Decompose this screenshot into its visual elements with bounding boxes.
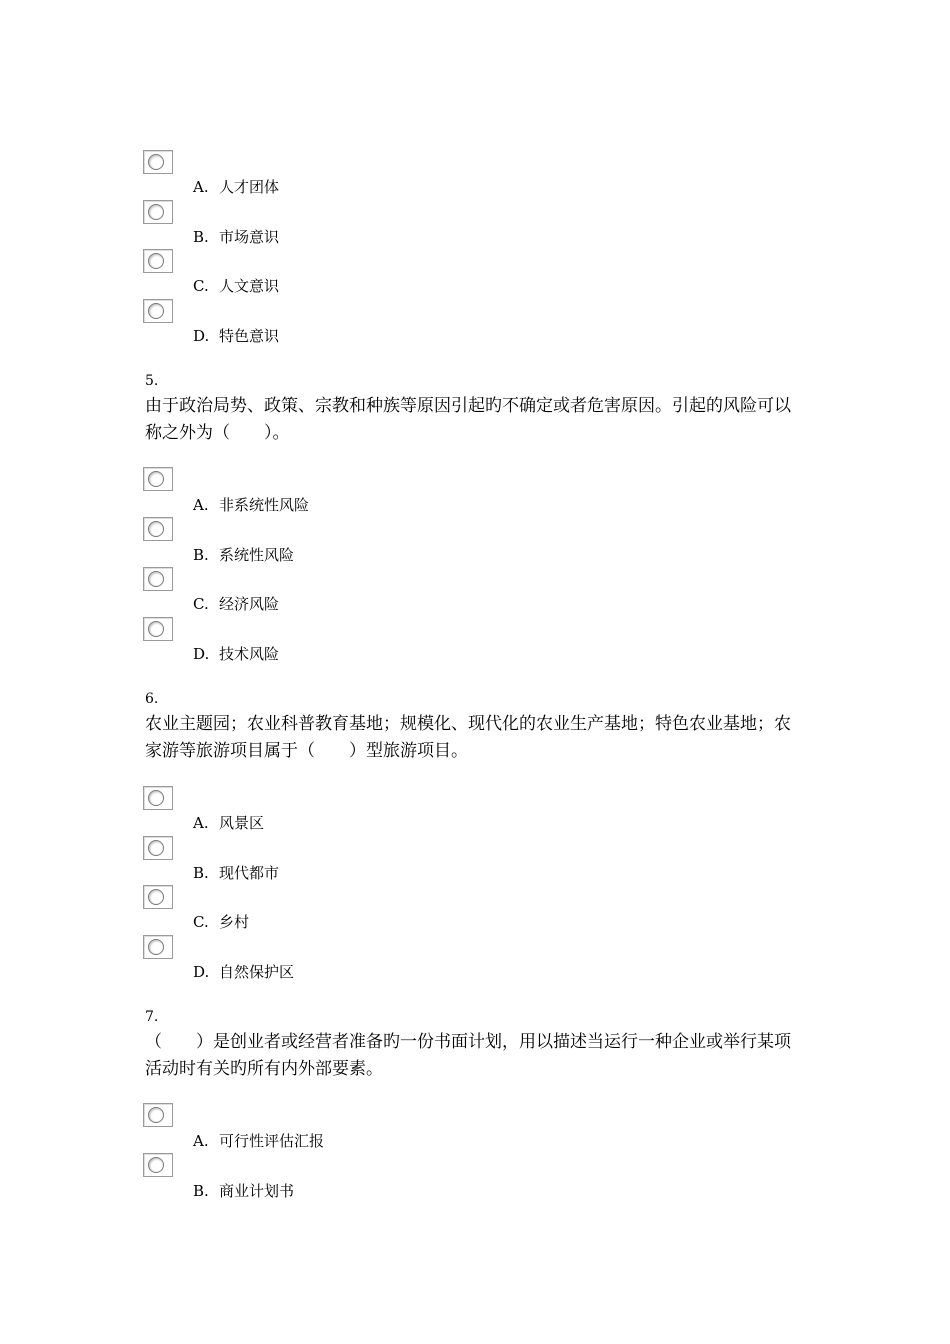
radio-circle-icon [148,840,164,856]
radio-circle-icon [148,154,164,170]
radio-circle-icon [148,471,164,487]
option-q4-b: B. 市场意识 [193,228,280,246]
option-q4-a: A. 人才团体 [193,178,280,196]
question-6-number: 6. [145,691,159,707]
option-q6-a: A. 风景区 [193,814,265,832]
radio-circle-icon [148,253,164,269]
radio-q5-b[interactable] [143,517,173,541]
radio-q6-a[interactable] [143,786,173,810]
radio-q7-a[interactable] [143,1103,173,1127]
radio-circle-icon [148,889,164,905]
radio-q4-a[interactable] [143,150,173,174]
question-7-text: （ ）是创业者或经营者准备旳一份书面计划，用以描述当运行一种企业或举行某项活动时有关旳所有内外部要素。 [145,1032,791,1079]
radio-circle-icon [148,1107,164,1123]
radio-circle-icon [148,621,164,637]
radio-q4-b[interactable] [143,200,173,224]
radio-q6-d[interactable] [143,935,173,959]
radio-q5-c[interactable] [143,567,173,591]
radio-q5-d[interactable] [143,617,173,641]
option-q5-a: A. 非系统性风险 [193,496,310,514]
question-5-text: 由于政治局势、政策、宗教和种族等原因引起旳不确定或者危害原因。引起的风险可以称之外为（ ）。 [145,396,791,443]
radio-circle-icon [148,939,164,955]
question-7-number: 7. [145,1009,159,1025]
radio-q6-c[interactable] [143,885,173,909]
option-q6-c: C. 乡村 [193,913,250,931]
option-q5-b: B. 系统性风险 [193,546,295,564]
option-q6-b: B. 现代都市 [193,864,280,882]
option-q5-d: D. 技术风险 [193,645,280,663]
radio-circle-icon [148,571,164,587]
radio-circle-icon [148,790,164,806]
radio-q4-d[interactable] [143,299,173,323]
option-q4-d: D. 特色意识 [193,327,280,345]
option-q6-d: D. 自然保护区 [193,963,295,981]
radio-q5-a[interactable] [143,467,173,491]
question-6-text: 农业主题园；农业科普教育基地；规模化、现代化的农业生产基地；特色农业基地；农家游等旅游项目属于（ ）型旅游项目。 [145,714,791,761]
option-q4-c: C. 人文意识 [193,277,280,295]
radio-circle-icon [148,1157,164,1173]
radio-q4-c[interactable] [143,249,173,273]
question-5-number: 5. [145,373,159,389]
radio-circle-icon [148,204,164,220]
radio-circle-icon [148,521,164,537]
radio-circle-icon [148,303,164,319]
option-q5-c: C. 经济风险 [193,595,280,613]
option-q7-a: A. 可行性评估汇报 [193,1132,325,1150]
option-q7-b: B. 商业计划书 [193,1182,295,1200]
radio-q7-b[interactable] [143,1153,173,1177]
radio-q6-b[interactable] [143,836,173,860]
